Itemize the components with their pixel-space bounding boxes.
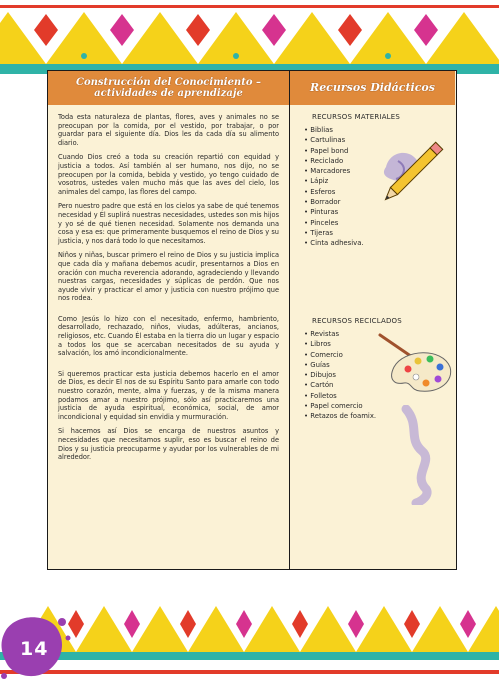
list-item: • Cartulinas <box>304 135 364 145</box>
list-item: • Comercio <box>304 350 376 360</box>
top-zigzag-border <box>0 0 499 74</box>
list-item: • Dibujos <box>304 370 376 380</box>
list-item: • Libros <box>304 339 376 349</box>
recycled-list <box>304 329 376 422</box>
bottom-zigzag-border <box>0 592 499 688</box>
list-item: • Biblias <box>304 125 364 135</box>
body-paragraph: Niños y niñas, buscar primero el reino de Dios y su justicia implica que cada día y mañana debemos acudir, presentarnos a Dios en oración con mucha reverencia adorando, agradeciendo y llevando nuestras cargas, necesidades y súplicas de perdón. Que nos ayude vivir y practicar el amor y justicia con nuestro prójimo que nos rodea. <box>58 251 279 303</box>
list-item: • Borrador <box>304 197 364 207</box>
lesson-panel <box>47 70 457 570</box>
list-item: • Cinta adhesiva. <box>304 238 364 248</box>
body-paragraph: Si hacemos así Dios se encarga de nuestros asuntos y necesidades que necesitamos suplir, eso es buscar el reino de Dios y su justicia preocuparme y ayudar por los vulnerables de mi alrededor. <box>58 427 279 462</box>
list-item: • Papel comercio <box>304 401 376 411</box>
list-item: • Esferos <box>304 187 364 197</box>
list-item: • Papel bond <box>304 146 364 156</box>
paint-splash-decoration <box>400 405 440 505</box>
list-item: • Lápiz <box>304 176 364 186</box>
list-item: • Tijeras <box>304 228 364 238</box>
resources-column <box>290 105 455 569</box>
lesson-text-column <box>48 105 290 569</box>
list-item: • Reciclado <box>304 156 364 166</box>
list-item: • Guías <box>304 360 376 370</box>
header-line-2: actividades de aprendizaje <box>94 88 243 99</box>
page-number: 14 <box>20 638 49 660</box>
header-line-1: Construcción del Conocimiento – <box>76 77 261 88</box>
list-item: • Retazos de foamix. <box>304 411 376 421</box>
pencil-illustration <box>368 121 460 213</box>
list-item: • Revistas <box>304 329 376 339</box>
list-item: • Pinturas <box>304 207 364 217</box>
knowledge-construction-header <box>48 71 290 105</box>
recycled-title: RECURSOS RECICLADOS <box>312 317 402 325</box>
materials-list <box>304 125 364 249</box>
body-paragraph: Toda esta naturaleza de plantas, flores, aves y animales no se preocupan por la comida, por el vestido, por trabajar, o por guardar para el siguiente día. Dios les da cada día su alimento diario. <box>58 113 279 147</box>
list-item: • Marcadores <box>304 166 364 176</box>
body-paragraph: Pero nuestro padre que está en los cielos ya sabe de qué tenemos necesidad y Él suplirá nuestras necesidades, ustedes son mis hijos y yo sé de qué tienen necesidad. Solamente nos demanda una cosa y esa es: que primeramente busquemos el reino de Dios y su justicia, y nos dará todo lo que necesitamos. <box>58 202 279 245</box>
didactic-resources-header: Recursos Didácticos <box>290 71 455 105</box>
list-item: • Pinceles <box>304 218 364 228</box>
list-item: • Folletos <box>304 391 376 401</box>
body-paragraph: Como Jesús lo hizo con el necesitado, enfermo, hambriento, desarrollado, rechazado, niños, viudas, adúlteras, ancianos, religiosos, etc. Cuando Él estaba en la tierra dio un lugar y espacio a todos los que se acercaban necesitados de su ayuda y salvación, los amó incondicionalmente. <box>58 314 279 358</box>
list-item: • Cartón <box>304 380 376 390</box>
body-paragraph: Si queremos practicar esta justicia debemos hacerlo en el amor de Dios, es decir El nos de su Espíritu Santo para amarle con todo nuestro corazón, mente, alma y fuerzas, y de la misma manera podamos amar a nuestro prójimo, sólo así practicaremos una justicia de ayuda espiritual, económica, social, de amor incondicional y equidad sin envidia y murmuración. <box>58 369 279 421</box>
materials-title: RECURSOS MATERIALES <box>312 113 401 121</box>
paint-palette-illustration <box>374 327 454 399</box>
body-paragraph: Cuando Dios creó a toda su creación repartió con equidad y justicia a todos. Así también al ser humano, nos dijo, no se preocupen por la comida, bebida y vestido, yo tengo cuidado de vosotros, ustedes valen mucho más que las aves del cielo, los animales del campo, las flores del campo. <box>58 153 279 196</box>
